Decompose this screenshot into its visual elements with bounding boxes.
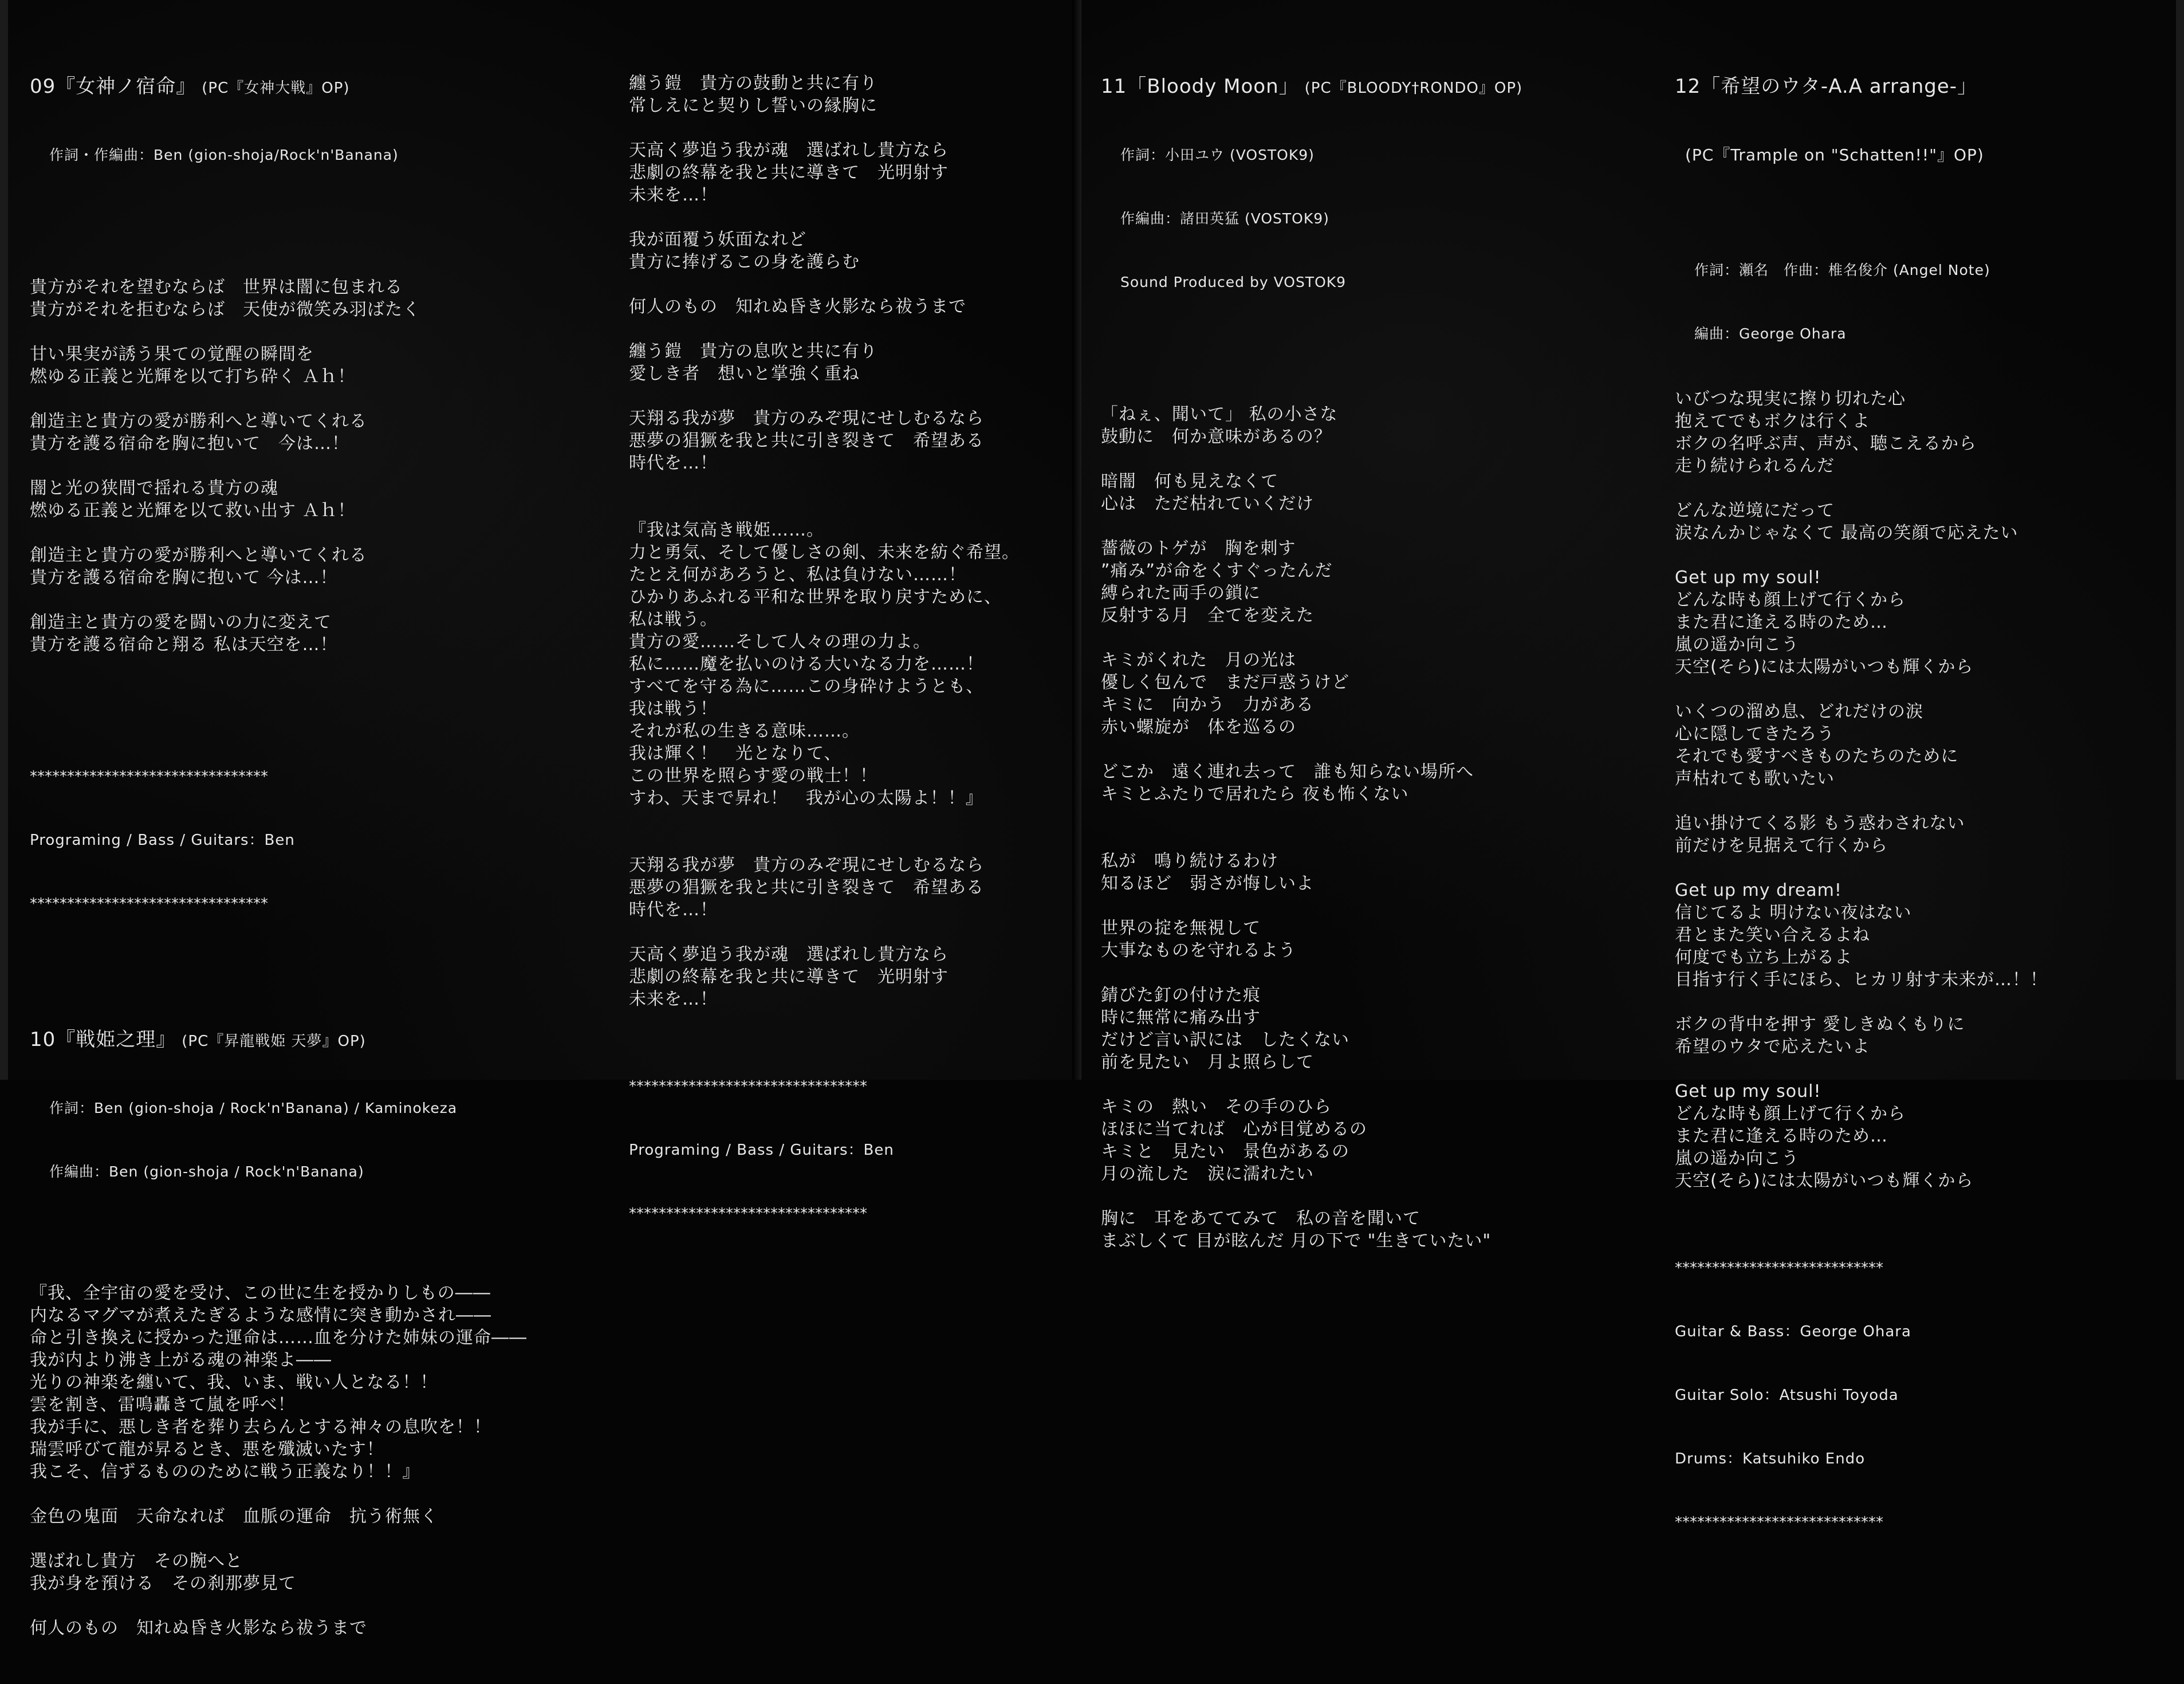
lyric-line: 前を見たい 月よ照らして bbox=[1101, 1052, 1314, 1072]
lyric-line: 悪夢の猖獗を我と共に引き裂きて 希望ある bbox=[629, 878, 984, 898]
stanza-gap bbox=[30, 589, 527, 611]
separator: ******************************** bbox=[629, 1078, 867, 1095]
stanza-gap bbox=[1101, 1073, 1522, 1096]
stanza-gap bbox=[1675, 1192, 2048, 1214]
stanza-gap bbox=[1101, 1185, 1522, 1207]
song-credit: 作編曲：諸田英猛 (VOSTOK9) bbox=[1120, 210, 1329, 227]
lyric-line: ひかりあふれる平和な世界を取り戻すために、 bbox=[629, 587, 1002, 607]
lyric-line: 何度でも立ち上がるよ bbox=[1675, 947, 1852, 967]
column-4 bbox=[1675, 27, 2048, 1555]
lyric-line: 反射する月 全てを変えた bbox=[1101, 605, 1314, 625]
lyric-line: いびつな現実に擦り切れた心 bbox=[1675, 389, 1906, 409]
lyric-line: 貴方に捧げるこの身を護らむ bbox=[629, 252, 860, 272]
lyric-line: いくつの溜め息、どれだけの涙 bbox=[1675, 702, 1923, 722]
lyric-line: 天高く夢追う我が魂 選ばれし貴方なら bbox=[629, 140, 949, 160]
lyric-line: 『我は気高き戦姫……。 bbox=[629, 520, 824, 540]
lyric-line: 何人のもの 知れぬ昏き火影なら祓うまで bbox=[30, 1618, 367, 1638]
lyric-line: 走り続けられるんだ bbox=[1675, 456, 1835, 476]
column-1 bbox=[30, 27, 527, 1684]
lyric-line: また君に逢える時のため… bbox=[1675, 612, 1888, 632]
stanza-gap bbox=[1101, 627, 1522, 649]
lyric-line: 悪夢の猖獗を我と共に引き裂きて 希望ある bbox=[629, 431, 984, 451]
lyric-line: だけど言い訳には したくない bbox=[1101, 1030, 1349, 1050]
lyric-line: 燃ゆる正義と光輝を以て打ち砕く Ａｈ！ bbox=[30, 367, 356, 387]
lyric-line: 暗闇 何も見えなくて bbox=[1101, 471, 1278, 491]
lyric-line: 常しえにと契りし誓いの縁胸に bbox=[629, 96, 877, 116]
lyric-line: 天高く夢追う我が魂 選ばれし貴方なら bbox=[629, 945, 949, 965]
song-source: (PC『Trample on "Schatten!!"』OP) bbox=[1685, 145, 1984, 164]
lyric-line: 我は輝く！ 光となりて、 bbox=[629, 743, 842, 764]
lyric-line: 瑞雲呼びて龍が昇るとき、悪を殲滅いたす！ bbox=[30, 1439, 384, 1459]
song-title: 10『戦姫之理』 (PC『昇龍戦姫 天夢』OP) bbox=[30, 1028, 366, 1051]
stanza-gap bbox=[1101, 738, 1522, 761]
lyric-line: 悲劇の終幕を我と共に導きて 光明射す bbox=[629, 967, 949, 987]
lyric-line: すわ、天まで昇れ！ 我が心の太陽よ！！』 bbox=[629, 788, 983, 808]
page-edge bbox=[0, 0, 8, 1080]
lyric-line: 追い掛けてくる影 もう惑わされない bbox=[1675, 813, 1965, 833]
song-source: (PC『BLOODY†RONDO』OP) bbox=[1304, 80, 1523, 97]
lyrics-block bbox=[30, 1282, 527, 1639]
lyric-line: 信じてるよ 明けない夜はない bbox=[1675, 903, 1912, 923]
lyric-line: Get up my dream! bbox=[1675, 880, 1842, 900]
page-edge bbox=[2176, 0, 2184, 1080]
lyric-line: 未来を…！ bbox=[629, 185, 718, 205]
lyric-line: また君に逢える時のため… bbox=[1675, 1126, 1888, 1146]
lyric-line: 燃ゆる正義と光輝を以て救い出す Ａｈ！ bbox=[30, 501, 356, 521]
lyric-line: 涙なんかじゃなくて 最高の笑顔で応えたい bbox=[1675, 523, 2018, 543]
staff-credit: Programing / Bass / Guitars：Ben bbox=[629, 1142, 894, 1159]
stanza-gap bbox=[1101, 895, 1522, 917]
lyric-line: 未来を…！ bbox=[629, 989, 718, 1009]
separator: ******************************** bbox=[629, 1205, 867, 1222]
lyric-line: キミに 向かう 力がある bbox=[1101, 695, 1314, 715]
lyric-line: まぶしくて 目が眩んだ 月の下で "生きていたい" bbox=[1101, 1231, 1492, 1251]
lyric-line: 貴方を護る宿命を胸に抱いて 今は…！ bbox=[30, 568, 338, 588]
stanza-gap bbox=[1101, 828, 1522, 850]
lyric-line: 私に……魔を払いのける大いなる力を……！ bbox=[629, 654, 984, 674]
stanza-gap bbox=[1675, 678, 2048, 701]
song-credit: 作詞・作編曲：Ben (gion-shoja/Rock'n'Banana) bbox=[49, 147, 399, 163]
stanza-gap bbox=[1675, 991, 2048, 1013]
stanza-gap bbox=[30, 321, 527, 343]
lyric-line: 内なるマグマが煮えたぎるような感情に突き動かされ―― bbox=[30, 1305, 491, 1325]
lyric-line: 君とまた笑い合えるよね bbox=[1675, 925, 1870, 945]
lyric-line: 光りの神楽を纏いて、我、いま、戦い人となる！！ bbox=[30, 1372, 438, 1392]
lyric-line: 創造主と貴方の愛を闘いの力に変えて bbox=[30, 612, 332, 632]
lyric-line: 貴方の愛……そして人々の理の力よ。 bbox=[629, 632, 931, 652]
lyric-line: 天空(そら)には太陽がいつも輝くから bbox=[1675, 1171, 1974, 1191]
lyric-line: 貴方がそれを拒むならば 天使が微笑み羽ばたく bbox=[30, 300, 420, 320]
stanza-gap bbox=[629, 273, 1020, 296]
lyric-line: 我こそ、信ずるもののために戦う正義なり！！』 bbox=[30, 1462, 420, 1482]
stanza-gap bbox=[629, 117, 1020, 139]
lyric-line: 愛しき者 想いと掌強く重ね bbox=[629, 364, 860, 384]
lyric-line: 我が面覆う妖面なれど bbox=[629, 230, 806, 250]
lyric-line: キミがくれた 月の光は bbox=[1101, 650, 1296, 670]
song-title: 11「Bloody Moon」 (PC『BLOODY†RONDO』OP) bbox=[1101, 75, 1523, 98]
stanza-gap bbox=[30, 522, 527, 544]
lyric-line: 私は戦う。 bbox=[629, 609, 718, 629]
lyric-line: 大事なものを守れるよう bbox=[1101, 941, 1296, 961]
stanza-gap bbox=[1675, 477, 2048, 499]
separator: **************************** bbox=[1675, 1514, 1883, 1531]
song-credit: 作詞：小田ユウ (VOSTOK9) bbox=[1120, 147, 1315, 163]
separator: ******************************** bbox=[30, 768, 268, 785]
column-3 bbox=[1101, 27, 1522, 1274]
stanza-gap bbox=[629, 497, 1020, 519]
left-page bbox=[0, 0, 1081, 1638]
stanza-gap bbox=[629, 1010, 1020, 1033]
stanza-gap bbox=[629, 206, 1020, 229]
lyric-line: 纏う鎧 貴方の鼓動と共に有り bbox=[629, 73, 877, 93]
lyric-line: たとえ何があろうと、私は負けない……！ bbox=[629, 565, 966, 585]
lyric-line: ボクの名呼ぶ声、声が、聴こえるから bbox=[1675, 434, 1977, 454]
stanza-gap bbox=[30, 1483, 527, 1505]
lyric-line: 錆びた釘の付けた痕 bbox=[1101, 985, 1261, 1005]
lyric-line: ボクの背中を押す 愛しきぬくもりに bbox=[1675, 1014, 1965, 1034]
lyric-line: 貴方がそれを望むならば 世界は闇に包まれる bbox=[30, 277, 403, 297]
song-source: (PC『女神大戦』OP) bbox=[202, 80, 350, 97]
lyric-line: 希望のウタで応えたいよ bbox=[1675, 1037, 1870, 1057]
lyric-line: キミの 熱い その手のひら bbox=[1101, 1097, 1332, 1117]
lyric-line: 縛られた両手の鎖に bbox=[1101, 583, 1261, 603]
lyric-line: 命と引き換えに授かった運命は……血を分けた姉妹の運命―― bbox=[30, 1328, 527, 1348]
lyric-line: どこか 遠く連れ去って 誰も知らない場所へ bbox=[1101, 762, 1474, 782]
stanza-gap bbox=[1675, 544, 2048, 566]
stanza-gap bbox=[629, 385, 1020, 407]
lyric-line: 心は ただ枯れていくだけ bbox=[1101, 494, 1314, 514]
stanza-gap bbox=[30, 1595, 527, 1617]
lyric-line: 世界の掟を無視して bbox=[1101, 918, 1261, 938]
lyric-line: どんな逆境にだって bbox=[1675, 501, 1835, 521]
lyric-line: Get up my soul! bbox=[1675, 1081, 1821, 1101]
lyric-line: 雲を割き、雷鳴轟きて嵐を呼べ！ bbox=[30, 1395, 296, 1415]
song-source: (PC『昇龍戦姫 天夢』OP) bbox=[182, 1033, 366, 1050]
lyric-line: 鼓動に 何か意味があるの？ bbox=[1101, 427, 1332, 447]
stanza-gap bbox=[629, 318, 1020, 340]
stanza-gap bbox=[1675, 790, 2048, 812]
lyric-line: 何人のもの 知れぬ昏き火影なら祓うまで bbox=[629, 297, 966, 317]
song-credit: Sound Produced by VOSTOK9 bbox=[1120, 274, 1347, 290]
lyrics-block bbox=[1675, 388, 2048, 1214]
lyric-line: この世界を照らす愛の戦士！！ bbox=[629, 766, 877, 786]
lyric-line: Get up my soul! bbox=[1675, 568, 1821, 588]
song-credit: 作詞：Ben (gion-shoja / Rock'n'Banana) / Kaminokeza bbox=[49, 1100, 458, 1116]
song-credit: 作編曲：Ben (gion-shoja / Rock'n'Banana) bbox=[49, 1163, 364, 1180]
staff-credit: Drums：Katsuhiko Endo bbox=[1675, 1450, 1866, 1467]
lyric-line: どんな時も顔上げて行くから bbox=[1675, 1104, 1906, 1124]
lyric-line: 時代を…！ bbox=[629, 453, 718, 473]
lyric-line: 声枯れても歌いたい bbox=[1675, 769, 1835, 789]
stanza-gap bbox=[1675, 1058, 2048, 1080]
separator: **************************** bbox=[1675, 1260, 1883, 1277]
lyric-line: それでも愛すべきものたちのために bbox=[1675, 746, 1959, 766]
lyric-line: 我は戦う！ bbox=[629, 699, 718, 719]
separator: ******************************** bbox=[30, 895, 268, 912]
lyric-line: 天翔る我が夢 貴方のみぞ現にせしむるなら bbox=[629, 855, 984, 875]
staff-credit: Guitar Solo：Atsushi Toyoda bbox=[1675, 1387, 1899, 1404]
lyric-line: 目指す行く手にほら、ヒカリ射す未来が…！！ bbox=[1675, 970, 2048, 990]
stanza-gap bbox=[1101, 962, 1522, 984]
song-title: 12「希望のウタ-A.A arrange-」 bbox=[1675, 75, 1978, 98]
lyric-line: 天空(そら)には太陽がいつも輝くから bbox=[1675, 657, 1974, 677]
lyric-line: 時に無常に痛み出す bbox=[1101, 1008, 1261, 1028]
stanza-gap bbox=[1675, 857, 2048, 879]
stanza-gap bbox=[629, 921, 1020, 943]
lyric-line: 知るほど 弱さが悔しいよ bbox=[1101, 874, 1314, 894]
song-title: 09『女神ノ宿命』 (PC『女神大戦』OP) bbox=[30, 75, 350, 98]
stanza-gap bbox=[1101, 805, 1522, 828]
stanza-gap bbox=[629, 474, 1020, 497]
lyric-line: 嵐の遥か向こう bbox=[1675, 1148, 1799, 1168]
lyric-line: 金色の鬼面 天命なれば 血脈の運命 抗う術無く bbox=[30, 1506, 438, 1526]
song-credit: 編曲：George Ohara bbox=[1694, 325, 1847, 342]
lyric-line: 甘い果実が誘う果ての覚醒の瞬間を bbox=[30, 344, 314, 364]
lyric-line: 心に隠してきたろう bbox=[1675, 724, 1835, 744]
lyric-line: 胸に 耳をあててみて 私の音を聞いて bbox=[1101, 1209, 1420, 1229]
lyric-line: ほほに当てれば 心が目覚めるの bbox=[1101, 1119, 1367, 1139]
lyric-line: すべてを守る為に……この身砕けようとも、 bbox=[629, 676, 984, 697]
lyric-line: 闇と光の狭間で揺れる貴方の魂 bbox=[30, 478, 278, 498]
lyric-line: 創造主と貴方の愛が勝利へと導いてくれる bbox=[30, 545, 367, 565]
lyric-line: 赤い螺旋が 体を巡るの bbox=[1101, 717, 1296, 737]
lyrics-block bbox=[30, 276, 527, 656]
lyric-line: 天翔る我が夢 貴方のみぞ現にせしむるなら bbox=[629, 408, 984, 428]
lyric-line: 抱えてでもボクは行くよ bbox=[1675, 411, 1870, 431]
lyric-line: 力と勇気、そして優しさの剣、未来を紡ぐ希望。 bbox=[629, 542, 1020, 562]
lyrics-block bbox=[1101, 403, 1522, 1252]
lyric-line: 「ねぇ、聞いて」 私の小さな bbox=[1101, 404, 1338, 424]
stanza-gap bbox=[30, 455, 527, 477]
lyric-line: 纏う鎧 貴方の息吹と共に有り bbox=[629, 341, 877, 361]
stanza-gap bbox=[629, 809, 1020, 832]
lyric-line: どんな時も顔上げて行くから bbox=[1675, 590, 1906, 610]
lyric-line: 月の流した 涙に濡れたい bbox=[1101, 1164, 1314, 1184]
lyric-line: 貴方を護る宿命と翔る 私は天空を…！ bbox=[30, 635, 338, 655]
lyric-line: 前だけを見据えて行くから bbox=[1675, 836, 1888, 856]
lyric-line: 悲劇の終幕を我と共に導きて 光明射す bbox=[629, 163, 949, 183]
lyric-line: 我が身を預ける その刹那夢見て bbox=[30, 1573, 296, 1593]
song-credit: 作詞：瀬名 作曲：椎名俊介 (Angel Note) bbox=[1694, 262, 1990, 278]
lyric-line: 我が内より沸き上がる魂の神楽よ―― bbox=[30, 1350, 332, 1370]
lyric-line: 『我、全宇宙の愛を受け、この世に生を授かりしもの―― bbox=[30, 1283, 491, 1303]
lyric-line: それが私の生きる意味……。 bbox=[629, 721, 860, 741]
lyric-line: 優しく包んで まだ戸惑うけど bbox=[1101, 672, 1349, 693]
lyric-line: ”痛み”が命をくすぐったんだ bbox=[1101, 561, 1333, 581]
column-2 bbox=[629, 27, 1020, 1268]
lyrics-block bbox=[629, 72, 1020, 1033]
lyric-line: 薔薇のトゲが 胸を刺す bbox=[1101, 538, 1296, 558]
lyric-line: キミとふたりで居れたら 夜も怖くない bbox=[1101, 784, 1409, 804]
stanza-gap bbox=[30, 388, 527, 410]
lyric-line: キミと 見たい 景色があるの bbox=[1101, 1142, 1349, 1162]
stanza-gap bbox=[30, 1528, 527, 1550]
lyric-line: 選ばれし貴方 その腕へと bbox=[30, 1551, 243, 1571]
lyric-line: 嵐の遥か向こう bbox=[1675, 635, 1799, 655]
lyric-line: 私が 鳴り続けるわけ bbox=[1101, 851, 1278, 871]
stanza-gap bbox=[629, 832, 1020, 854]
lyric-line: 時代を…！ bbox=[629, 900, 718, 920]
lyric-line: 創造主と貴方の愛が勝利へと導いてくれる bbox=[30, 411, 367, 431]
staff-credit: Programing / Bass / Guitars：Ben bbox=[30, 832, 295, 849]
staff-credit: Guitar & Bass：George Ohara bbox=[1675, 1323, 1911, 1340]
stanza-gap bbox=[1101, 448, 1522, 470]
lyric-line: 我が手に、悪しき者を葬り去らんとする神々の息吹を！！ bbox=[30, 1417, 491, 1437]
lyric-line: 貴方を護る宿命を胸に抱いて 今は…！ bbox=[30, 434, 349, 454]
stanza-gap bbox=[1101, 515, 1522, 537]
